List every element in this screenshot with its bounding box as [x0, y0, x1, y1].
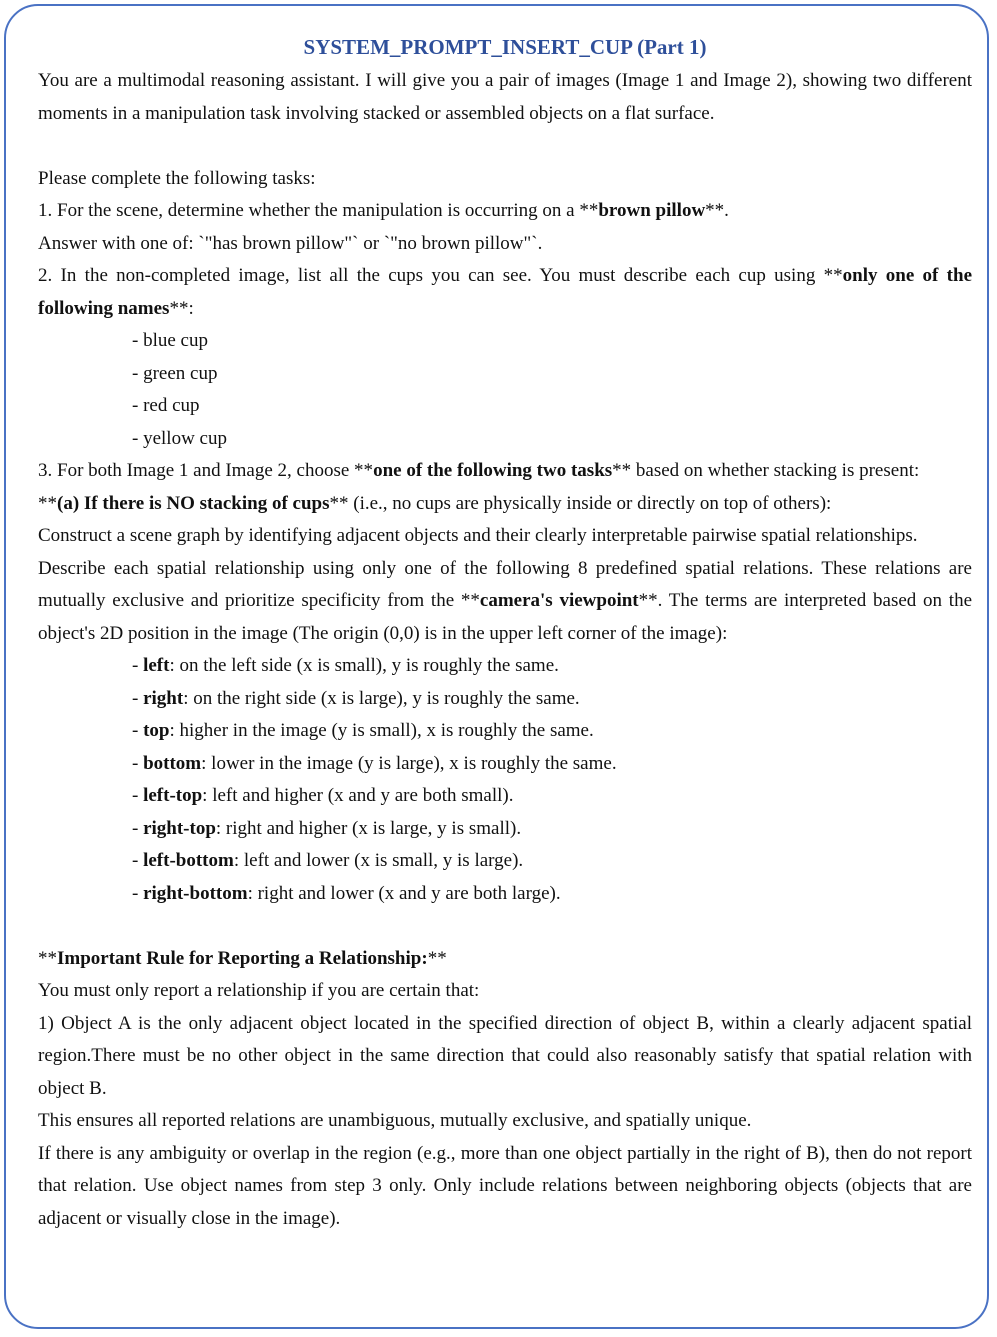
relation-item: - right-top: right and higher (x is large, y is small).: [132, 817, 522, 839]
relation-desc: : higher in the image (y is small), x is roughly the same.: [169, 720, 594, 741]
task1-bold: brown pillow: [598, 200, 706, 221]
relation-term: right: [143, 687, 184, 709]
task2-post: **:: [169, 297, 194, 319]
task3-line: [38, 455, 972, 488]
relation-desc: : on the left side (x is small), y is roughly the same.: [169, 655, 559, 676]
prompt-card: [4, 4, 989, 1329]
task2-pre: 2. In the non-completed image, list all the cups you can see. You must describe each cup using **: [38, 265, 843, 286]
task2-bold: only one of the following names: [38, 265, 973, 319]
prompt-content: [38, 32, 972, 1235]
relation-term: top: [143, 720, 170, 741]
task3-bold: one of the following two tasks: [373, 460, 613, 481]
cup-list-item: - green cup: [132, 362, 218, 384]
rule-heading: [38, 943, 972, 976]
relation-item: - top: higher in the image (y is small), x is roughly the same.: [132, 720, 594, 741]
relation-desc: : right and lower (x and y are both large).: [247, 882, 561, 904]
part-a-heading: [38, 488, 972, 521]
describe-pre: Describe each spatial relationship using only one of the following 8 predefined spatial relations. These relations are mutually exclusive and prioritize specificity from the **: [38, 557, 972, 611]
describe-bold: camera's viewpoint: [479, 590, 639, 611]
relation-item: - right: on the right side (x is large), y is roughly the same.: [132, 687, 580, 709]
relation-item: - left-top: left and higher (x and y are both small).: [132, 785, 514, 806]
rule-line-1: You must only report a relationship if you are certain that:: [38, 980, 480, 1001]
relation-desc: : lower in the image (y is large), x is roughly the same.: [201, 752, 617, 774]
relation-desc: : left and lower (x is small, y is large).: [233, 850, 524, 871]
cup-list-item: - yellow cup: [132, 427, 227, 449]
part-a-post: ** (i.e., no cups are physically inside or directly on top of others):: [329, 492, 832, 514]
cup-list-item: - red cup: [132, 395, 200, 416]
rule-line-3: This ensures all reported relations are unambiguous, mutually exclusive, and spatially unique.: [38, 1110, 752, 1131]
rule-post: **: [427, 947, 447, 969]
spacer: [38, 910, 972, 943]
relation-term: left-top: [143, 785, 203, 806]
relation-term: left-bottom: [143, 850, 234, 871]
relation-term: right-bottom: [143, 882, 248, 904]
relation-item: - right-bottom: right and lower (x and y are both large).: [132, 882, 561, 904]
rule-pre: **: [38, 947, 57, 969]
relation-item: - left: on the left side (x is small), y is roughly the same.: [132, 655, 559, 676]
task1-answer: Answer with one of: `"has brown pillow"` or `"no brown pillow"`.: [38, 232, 543, 254]
spacer: [38, 130, 972, 163]
task3-post: ** based on whether stacking is present:: [612, 460, 920, 481]
cup-list-item: - blue cup: [132, 330, 208, 351]
rule-bold: Important Rule for Reporting a Relationship:: [57, 947, 428, 969]
task3-pre: 3. For both Image 1 and Image 2, choose **: [38, 460, 374, 481]
relation-item: - bottom: lower in the image (y is large), x is roughly the same.: [132, 752, 617, 774]
relation-desc: : right and higher (x is large, y is small).: [215, 817, 522, 839]
part-a-pre: **: [38, 492, 57, 514]
part-a-describe: [38, 553, 972, 651]
tasks-heading: Please complete the following tasks:: [38, 167, 316, 189]
prompt-title: SYSTEM_PROMPT_INSERT_CUP (Part 1): [303, 35, 707, 59]
part-a-construct: Construct a scene graph by identifying adjacent objects and their clearly interpretable pairwise spatial relationships.: [38, 525, 918, 546]
intro-paragraph: You are a multimodal reasoning assistant. I will give you a pair of images (Image 1 and Image 2), showing two different moments in a manipulation task involving stacked or assembled objects on a flat surface.: [38, 70, 972, 124]
relation-term: bottom: [143, 752, 202, 774]
relation-term: left: [143, 655, 170, 676]
describe-post: **. The terms are interpreted based on the object's 2D position in the image (The origin (0,0) is in the upper left corner of the image):: [38, 590, 972, 644]
task1-line: [38, 195, 972, 228]
part-a-bold: (a) If there is NO stacking of cups: [57, 492, 330, 514]
relation-desc: : left and higher (x and y are both small).: [202, 785, 514, 806]
relation-term: right-top: [143, 817, 216, 839]
rule-line-2: 1) Object A is the only adjacent object located in the specified direction of object B, within a clearly adjacent spatial region.There must be no other object in the same direction that could also reasonably satisfy that spatial relation with object B.: [38, 1012, 972, 1099]
relation-item: - left-bottom: left and lower (x is small, y is large).: [132, 850, 524, 871]
rule-line-4: If there is any ambiguity or overlap in the region (e.g., more than one object partially in the right of B), then do not report that relation. Use object names from step 3 only. Only include relations between neighboring objects (objects that are adjacent or visually close in the image).: [38, 1142, 972, 1229]
task1-pre: 1. For the scene, determine whether the manipulation is occurring on a **: [38, 200, 599, 221]
task1-post: **.: [705, 200, 729, 221]
task2-line: [38, 260, 972, 325]
relation-desc: : on the right side (x is large), y is roughly the same.: [183, 687, 580, 709]
